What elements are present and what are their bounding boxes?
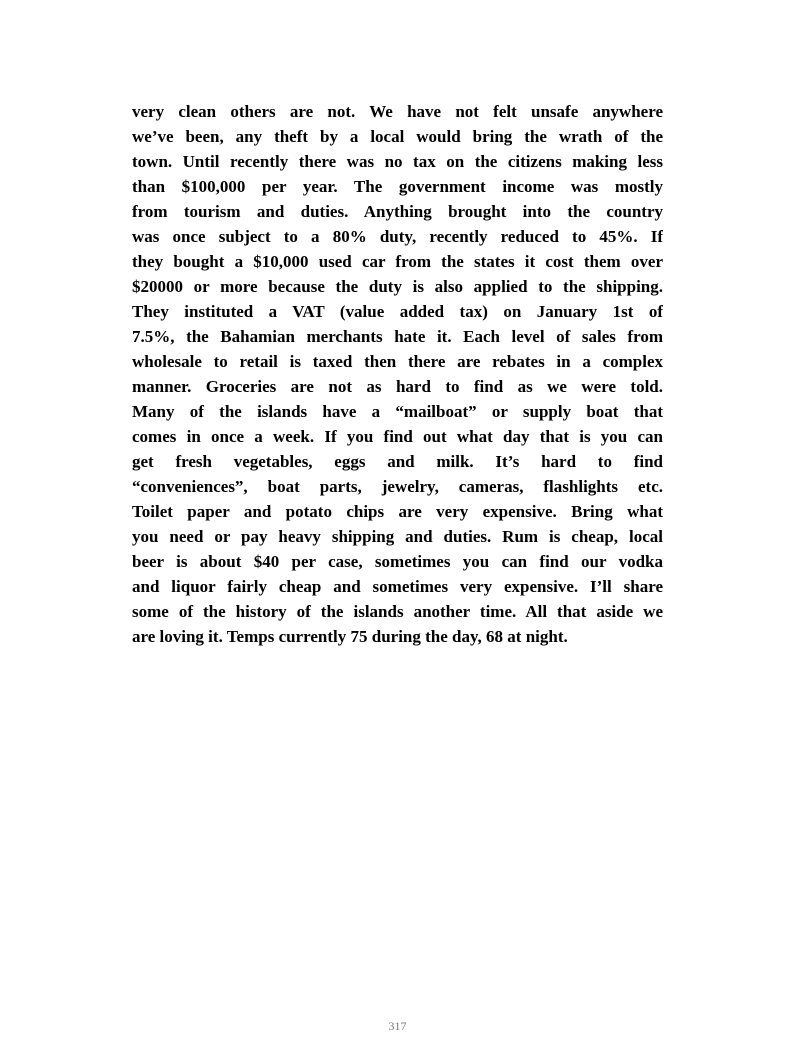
paragraph-line: beer is about $40 per case, sometimes you can find our vodka — [132, 552, 663, 571]
paragraph-line: we’ve been, any theft by a local would bring the wrath of the — [132, 127, 663, 146]
page-number: 317 — [388, 1019, 407, 1033]
paragraph-line: some of the history of the islands another time. All that aside we — [132, 602, 663, 621]
paragraph-line: manner. Groceries are not as hard to find as we were told. — [132, 377, 663, 396]
paragraph-line: was once subject to a 80% duty, recently reduced to 45%. If — [132, 227, 663, 246]
paragraph-line: than $100,000 per year. The government income was mostly — [132, 177, 663, 196]
paragraph-line: comes in once a week. If you find out what day that is you can — [132, 427, 663, 446]
paragraph-line: wholesale to retail is taxed then there are rebates in a complex — [132, 352, 663, 371]
paragraph-line-last: are loving it. Temps currently 75 during the day, 68 at night. — [132, 627, 568, 646]
paragraph-line: “conveniences”, boat parts, jewelry, cameras, flashlights etc. — [132, 477, 663, 496]
paragraph-line: town. Until recently there was no tax on the citizens making less — [132, 152, 663, 171]
paragraph-line: 7.5%, the Bahamian merchants hate it. Each level of sales from — [132, 327, 663, 346]
paragraph-line: and liquor fairly cheap and sometimes very expensive. I’ll share — [132, 577, 663, 596]
paragraph-line: $20000 or more because the duty is also applied to the shipping. — [132, 277, 663, 296]
paragraph-line: you need or pay heavy shipping and duties. Rum is cheap, local — [132, 527, 663, 546]
paragraph-line: they bought a $10,000 used car from the states it cost them over — [132, 252, 663, 271]
body-paragraph — [132, 99, 663, 649]
paragraph-line: get fresh vegetables, eggs and milk. It’s hard to find — [132, 452, 663, 471]
paragraph-line: very clean others are not. We have not felt unsafe anywhere — [132, 102, 663, 121]
paragraph-line: Toilet paper and potato chips are very expensive. Bring what — [132, 502, 663, 521]
paragraph-line: They instituted a VAT (value added tax) on January 1st of — [132, 302, 663, 321]
paragraph-line: Many of the islands have a “mailboat” or supply boat that — [132, 402, 663, 421]
paragraph-line: from tourism and duties. Anything brought into the country — [132, 202, 663, 221]
